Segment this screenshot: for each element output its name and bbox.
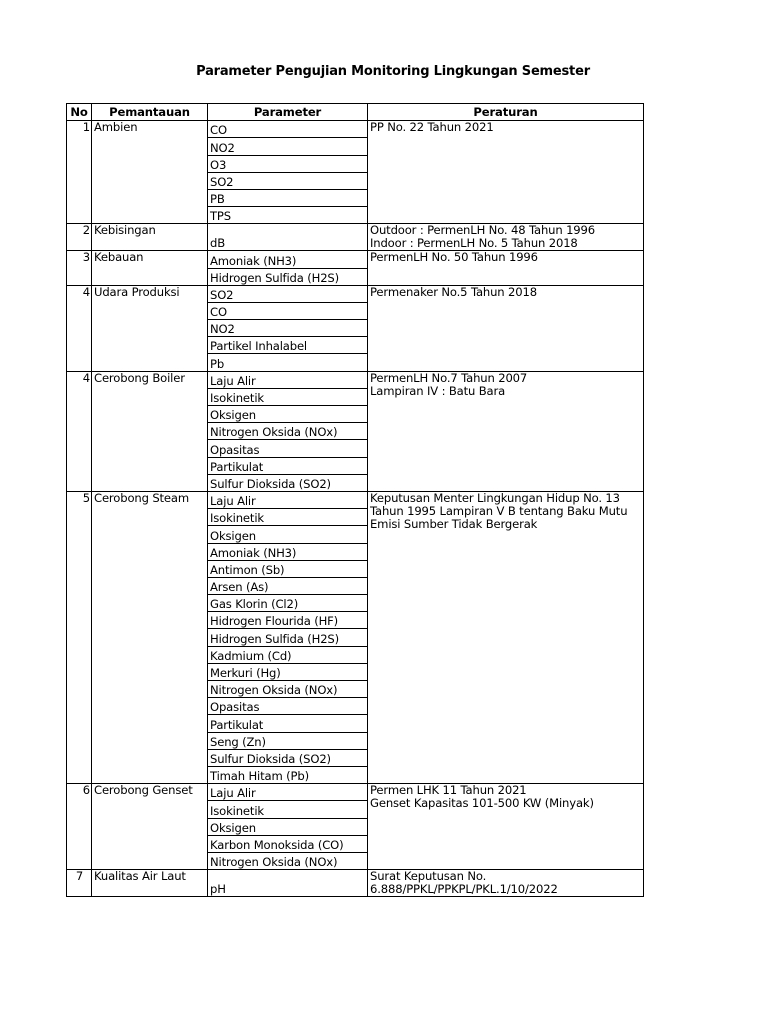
- monitoring-cell: Udara Produksi: [92, 285, 208, 371]
- parameter-cell: Isokinetik: [208, 801, 368, 818]
- parameter-cell: Opasitas: [208, 440, 368, 457]
- row-number: 2: [67, 224, 92, 251]
- parameter-cell: Partikulat: [208, 457, 368, 474]
- regulation-cell: Keputusan Menter Lingkungan Hidup No. 13 Tahun 1995 Lampiran V B tentang Baku Mutu Emisi Sumber Tidak Bergerak: [368, 491, 644, 783]
- parameter-table: [66, 103, 644, 897]
- monitoring-cell: Kualitas Air Laut: [92, 870, 208, 897]
- regulation-cell: Surat Keputusan No. 6.888/PPKL/PPKPL/PKL.1/10/2022: [368, 870, 644, 897]
- parameter-cell: Opasitas: [208, 698, 368, 715]
- parameter-cell: Laju Alir: [208, 371, 368, 388]
- parameter-cell: O3: [208, 155, 368, 172]
- monitoring-cell: Kebisingan: [92, 224, 208, 251]
- parameter-cell: Oksigen: [208, 526, 368, 543]
- table-row: [67, 491, 644, 508]
- table-body: [67, 121, 644, 897]
- monitoring-cell: Cerobong Steam: [92, 491, 208, 783]
- parameter-cell: pH: [208, 870, 368, 897]
- table-row: [67, 224, 644, 251]
- parameter-cell: Arsen (As): [208, 577, 368, 594]
- parameter-cell: Oksigen: [208, 818, 368, 835]
- regulation-cell: PermenLH No. 50 Tahun 1996: [368, 251, 644, 285]
- parameter-cell: NO2: [208, 138, 368, 155]
- regulation-cell: Outdoor : PermenLH No. 48 Tahun 1996 Indoor : PermenLH No. 5 Tahun 2018: [368, 224, 644, 251]
- header-no: No: [67, 104, 92, 121]
- parameter-cell: Laju Alir: [208, 784, 368, 801]
- parameter-cell: Laju Alir: [208, 491, 368, 508]
- parameter-cell: SO2: [208, 172, 368, 189]
- parameter-cell: CO: [208, 302, 368, 319]
- page-title: Parameter Pengujian Monitoring Lingkungan Semester: [196, 64, 590, 79]
- row-number: 5: [67, 491, 92, 783]
- row-number: 4: [67, 285, 92, 371]
- parameter-cell: Sulfur Dioksida (SO2): [208, 474, 368, 491]
- parameter-cell: Pb: [208, 354, 368, 371]
- row-number: 6: [67, 784, 92, 870]
- parameter-cell: Merkuri (Hg): [208, 663, 368, 680]
- row-number: 4: [67, 371, 92, 491]
- regulation-cell: PP No. 22 Tahun 2021: [368, 121, 644, 224]
- parameter-cell: Karbon Monoksida (CO): [208, 835, 368, 852]
- header-peraturan: Peraturan: [368, 104, 644, 121]
- parameter-cell: PB: [208, 189, 368, 206]
- parameter-cell: Gas Klorin (Cl2): [208, 595, 368, 612]
- monitoring-cell: Ambien: [92, 121, 208, 224]
- row-number: 7: [67, 870, 92, 897]
- table-row: [67, 121, 644, 138]
- regulation-cell: PermenLH No.7 Tahun 2007 Lampiran IV : Batu Bara: [368, 371, 644, 491]
- monitoring-cell: Cerobong Boiler: [92, 371, 208, 491]
- table-row: [67, 784, 644, 801]
- parameter-cell: CO: [208, 121, 368, 138]
- monitoring-cell: Kebauan: [92, 251, 208, 285]
- parameter-cell: Amoniak (NH3): [208, 543, 368, 560]
- parameter-cell: Sulfur Dioksida (SO2): [208, 749, 368, 766]
- parameter-cell: SO2: [208, 285, 368, 302]
- parameter-cell: Isokinetik: [208, 388, 368, 405]
- parameter-cell: Amoniak (NH3): [208, 251, 368, 268]
- parameter-cell: dB: [208, 224, 368, 251]
- parameter-cell: Hidrogen Sulfida (H2S): [208, 629, 368, 646]
- parameter-cell: TPS: [208, 207, 368, 224]
- row-number: 3: [67, 251, 92, 285]
- header-pemantauan: Pemantauan: [92, 104, 208, 121]
- table-header-row: [67, 104, 644, 121]
- parameter-cell: Antimon (Sb): [208, 560, 368, 577]
- parameter-cell: Partikulat: [208, 715, 368, 732]
- parameter-cell: Partikel Inhalabel: [208, 337, 368, 354]
- parameter-cell: Hidrogen Sulfida (H2S): [208, 268, 368, 285]
- parameter-cell: Seng (Zn): [208, 732, 368, 749]
- parameter-cell: Nitrogen Oksida (NOx): [208, 681, 368, 698]
- page-cutoff: [0, 942, 768, 1024]
- parameter-cell: Oksigen: [208, 406, 368, 423]
- parameter-cell: Kadmium (Cd): [208, 646, 368, 663]
- table-row: [67, 285, 644, 302]
- regulation-cell: Permenaker No.5 Tahun 2018: [368, 285, 644, 371]
- table-row: [67, 371, 644, 388]
- table-row: [67, 251, 644, 268]
- parameter-cell: NO2: [208, 320, 368, 337]
- monitoring-cell: Cerobong Genset: [92, 784, 208, 870]
- parameter-cell: Isokinetik: [208, 509, 368, 526]
- row-number: 1: [67, 121, 92, 224]
- parameter-cell: Hidrogen Flourida (HF): [208, 612, 368, 629]
- header-parameter: Parameter: [208, 104, 368, 121]
- table-row: [67, 870, 644, 897]
- parameter-cell: Nitrogen Oksida (NOx): [208, 852, 368, 869]
- regulation-cell: Permen LHK 11 Tahun 2021 Genset Kapasitas 101-500 KW (Minyak): [368, 784, 644, 870]
- parameter-cell: Timah Hitam (Pb): [208, 766, 368, 783]
- parameter-cell: Nitrogen Oksida (NOx): [208, 423, 368, 440]
